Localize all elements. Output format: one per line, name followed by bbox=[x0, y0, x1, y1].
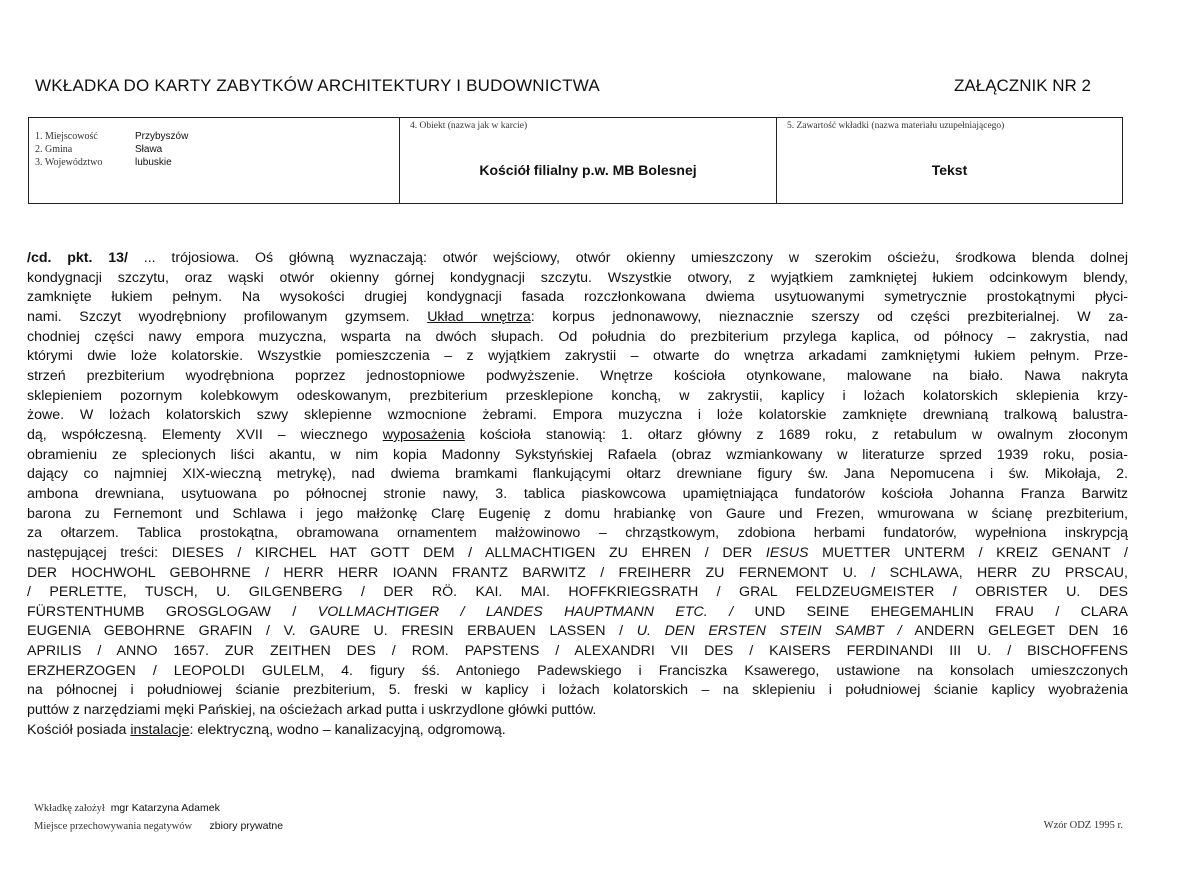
text-line: puttów z narzędziami męki Pańskiej, na ościeżach arkad putta i uskrzydlone główki puttów. bbox=[27, 702, 597, 719]
town-value: Przybyszów bbox=[135, 131, 189, 142]
text-segment-italic: IESUS bbox=[765, 544, 809, 561]
text-line: obramieniu ze splecionych liści akantu, w nim kopia Madonny Sykstyńskiej Rafaela (obraz wzmiankowany w literaturze sprzed 1939 roku, posia- bbox=[27, 446, 1128, 463]
text-line bbox=[27, 622, 1128, 642]
text-line bbox=[27, 426, 1128, 446]
document-title: WKŁADKA DO KARTY ZABYTKÓW ARCHITEKTURY I BUDOWNICTWA bbox=[35, 76, 600, 95]
object-label: 4. Obiekt (nazwa jak w karcie) bbox=[410, 121, 528, 131]
commune-label: 2. Gmina bbox=[35, 144, 73, 155]
text-line: strzeń prezbiterium wyodrębniona poprzez jednostopniowe podwyższenie. Wnętrze kościoła otynkowane, malowane na biało. Nawa nakryta bbox=[27, 367, 1128, 384]
text-line: ERZHERZOGEN / LEOPOLDI GULELM, 4. figury śś. Antoniego Padewskiego i Franciszka Ksawerego, ustawione na konsolach umieszczonych bbox=[27, 662, 1128, 679]
text-line: ambona drewniana, usytuowana po północnej stronie nawy, 3. tablica piaskowcowa upamiętniająca fundatorów kościoła Johanna Franza Barwitz bbox=[27, 485, 1128, 502]
installations-heading: instalacje bbox=[130, 721, 190, 738]
voivodeship-value: lubuskie bbox=[135, 157, 172, 168]
location-row-commune bbox=[35, 144, 162, 155]
text-line: kondygnacji szczytu, oraz wąski otwór okienny górnej kondygnacji szczytu. Wszystkie otwory, z wyjątkiem zamkniętej łukiem odcinkowym blendy, bbox=[27, 269, 1128, 286]
text-line: DER HOCHWOHL GEBOHRNE / HERR HERR IOANN FRANTZ BARWITZ / FREIHERR ZU FERNEMONT U. / SCHLAWA, HERR ZU PRSCAU, bbox=[27, 564, 1128, 581]
commune-value: Sława bbox=[135, 144, 163, 155]
text-line: chodniej części nawy empora muzyczna, wsparta na dwóch słupach. Od południa do prezbiterium przylega kaplica, od północy – zakrystia, nad bbox=[27, 328, 1128, 345]
text-line: na północnej i południowej ścianie prezbiterium, 5. freski w kaplicy i lożach kolatorskich – na sklepieniu i południowej ścianie kaplicy wyobrażenia bbox=[27, 682, 1128, 699]
storage-value: zbiory prywatne bbox=[209, 820, 284, 832]
info-table bbox=[28, 117, 1123, 204]
footer-storage bbox=[34, 820, 283, 832]
section-reference: /cd. pkt. 13/ bbox=[27, 250, 128, 266]
voivodeship-label: 3. Województwo bbox=[35, 157, 103, 168]
text-segment: następującej treści: DIESES / KIRCHEL HAT GOTT DEM / ALLMACHTIGEN ZU EHREN / DER bbox=[27, 544, 766, 561]
text-line: / PERLETTE, TUSCH, U. GILGENBERG / DER RÖ. KAI. MAI. HOFFKRIEGSRATH / GRAL FELDZEUGMEISTER / OBRISTER U. DES bbox=[27, 584, 1128, 601]
text-line: zamknięte łukiem pełnym. Na wysokości drugiej kondygnacji fasada rozczłonkowana dwiema usytuowanymi symetrycznie prostokątnymi płyci- bbox=[27, 289, 1128, 306]
contents-cell bbox=[777, 118, 1122, 203]
text-line: którymi dwie loże kolatorskie. Wszystkie pomieszczenia – z wyjątkiem zakrystii – otwarte do wnętrza arkadami zamkniętymi łukiem pełnym. Prze- bbox=[27, 348, 1128, 365]
text-line: sklepieniem pozornym kolebkowym odeskowanym, prezbiterium przesklepione konchą, w zakrystii, kaplicy i lożach kolatorskich sklepienia krzy- bbox=[27, 387, 1128, 404]
location-row-town bbox=[35, 131, 188, 142]
text-segment: MUETTER UNTERM / KREIZ GENANT / bbox=[808, 544, 1128, 561]
text-segment: : elektryczną, wodno – kanalizacyjną, odgromową. bbox=[189, 721, 506, 738]
text-segment: dą, współczesną. Elementy XVII – wiecznego bbox=[27, 426, 383, 443]
text-segment: ANDERN GELEGET DEN 16 bbox=[901, 623, 1128, 640]
text-segment: FÜRSTENTHUMB GROSGLOGAW / bbox=[27, 603, 318, 620]
text-line: za ołtarzem. Tablica prostokątna, obramowana ornamentem małżowinowo – chrząstkowym, zdobiona herbami fundatorów, wypełniona inskrypcją bbox=[27, 525, 1128, 542]
footer-author bbox=[34, 802, 220, 814]
author-label: Wkładkę założył bbox=[34, 803, 105, 814]
text-segment: nami. Szczyt wyodrębniony profilowanym gzymsem. bbox=[27, 308, 428, 325]
text-line: APRILIS / ANNO 1657. ZUR ZEITHEN DES / ROM. PAPSTENS / ALEXANDRI VII DES / KAISERS FERDINANDI III U. / BISCHOFFENS bbox=[27, 643, 1128, 660]
text-segment: UND SEINE EHEGEMAHLIN FRAU / CLARA bbox=[733, 603, 1128, 620]
text-line bbox=[27, 603, 1128, 623]
text-line bbox=[27, 721, 1128, 741]
description-text bbox=[27, 249, 1128, 740]
text-line: barona zu Fernemont und Schlawa i jego małżonkę Clarę Eugenię z domu hrabiankę von Gaure und Frezen, wmurowana w ścianę prezbiterium, bbox=[27, 505, 1128, 522]
author-value: mgr Katarzyna Adamek bbox=[110, 802, 220, 814]
text-line: żowe. W lożach kolatorskich szwy sklepienne wzmocnione żebrami. Empora muzyczna i loże kolatorskie zamknięte drewnianą tralkową balustra- bbox=[27, 407, 1128, 424]
town-label: 1. Miejscowość bbox=[35, 131, 98, 142]
furnishings-heading: wyposażenia bbox=[382, 426, 465, 443]
text-segment-italic: U. DEN ERSTEN STEIN SAMBT / bbox=[636, 623, 902, 640]
object-name: Kościół filialny p.w. MB Bolesnej bbox=[479, 162, 697, 178]
form-pattern-label: Wzór ODZ 1995 r. bbox=[1043, 820, 1123, 831]
text-line bbox=[27, 249, 1128, 269]
object-cell bbox=[400, 118, 777, 203]
text-segment: kościoła stanowią: 1. ołtarz główny z 1689 roku, z retabulum w owalnym złoconym bbox=[464, 426, 1128, 443]
annex-number: ZAŁĄCZNIK NR 2 bbox=[954, 76, 1091, 95]
location-cell bbox=[29, 118, 400, 203]
text-segment: : korpus jednonawowy, nieznacznie szerszy od części prezbiterialnej. W za- bbox=[530, 308, 1128, 325]
text-segment: EUGENIA GEBOHRNE GRAFIN / V. GAURE U. FRESIN ERBAUEN LASSEN / bbox=[27, 623, 637, 640]
text-line: dający co najmniej XIX-wieczną metrykę), nad dwiema bramkami flankującymi ołtarz drewniane figury św. Jana Nepomucena i św. Mikołaja, 2. bbox=[27, 466, 1128, 483]
interior-layout-heading: Układ wnętrza bbox=[427, 308, 531, 325]
text-line bbox=[27, 544, 1128, 564]
text-segment: ... trójosiowa. Oś główną wyznaczają: otwór wejściowy, otwór okienny umieszczony w szerokim ościeżu, środkowa blenda dolnej bbox=[127, 250, 1128, 266]
storage-label: Miejsce przechowywania negatywów bbox=[34, 821, 193, 832]
text-segment: Kościół posiada bbox=[27, 721, 131, 738]
contents-value: Tekst bbox=[931, 162, 968, 178]
text-line bbox=[27, 308, 1128, 328]
contents-label: 5. Zawartość wkładki (nazwa materiału uzupełniającego) bbox=[787, 121, 1005, 131]
location-row-voivodeship bbox=[35, 157, 172, 168]
text-segment-italic: VOLLMACHTIGER / LANDES HAUPTMANN ETC. / bbox=[317, 603, 734, 620]
